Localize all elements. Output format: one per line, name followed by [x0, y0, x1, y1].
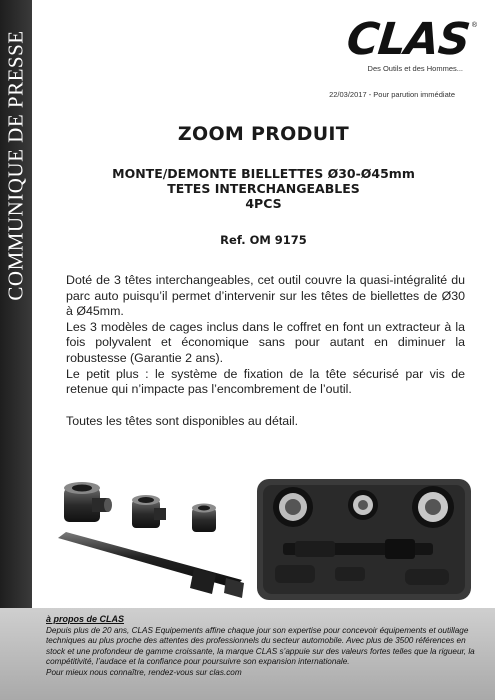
case-head-1	[273, 487, 313, 527]
body-paragraph: Les 3 modèles de cages inclus dans le coffret en font un extracteur à la fois polyvalent et économique sans pour autant en diminuer la robustesse (Garantie 2 ans).	[66, 319, 465, 365]
date-line: 22/03/2017 - Pour parution immédiate	[329, 90, 455, 99]
brand-logo	[299, 14, 477, 73]
footer-about	[0, 608, 495, 700]
case-head-3	[412, 486, 454, 528]
body-text	[66, 273, 465, 429]
footer-more: Pour mieux nous connaître, rendez-vous sur clas.com	[46, 667, 242, 677]
body-paragraph: Le petit plus : le système de fixation de la tête sécurisé par vis de retenue qui n’impacte pas l’encombrement de l’outil.	[66, 366, 465, 397]
extractor-shaft	[58, 532, 244, 598]
footer-title: à propos de CLAS	[46, 614, 125, 624]
registered-mark: ®	[471, 22, 477, 29]
extractor-head-small	[192, 504, 216, 533]
extractor-head-medium	[132, 495, 166, 528]
logo-wordmark: CLAS	[344, 14, 472, 65]
product-photo-case	[255, 477, 473, 602]
sidebar-label-wrap	[0, 0, 32, 330]
product-title-line: 4PCS	[245, 196, 282, 211]
product-title-line: TETES INTERCHANGEABLES	[167, 181, 360, 196]
case-head-2	[348, 490, 378, 520]
headline: ZOOM PRODUIT	[177, 123, 350, 145]
sidebar-label: COMMUNIQUE DE PRESSE	[3, 29, 28, 301]
product-title	[32, 166, 495, 211]
footer-text: Depuis plus de 20 ans, CLAS Equipements affine chaque jour son expertise pour concevoir équipements et outillage techniques au plus proche des attentes des professionnels du secteur automobile. Avec plus de 3500 références en stock et une profondeur de gamme croissante, la marque CLAS s’appuie sur des valeurs fortes telles que la rigueur, la compétitivité, l’audace et la confiance pour poursuivre son expansion internationale.	[46, 625, 475, 667]
body-paragraph: Doté de 3 têtes interchangeables, cet outil couvre la quasi-intégralité du parc auto puisqu’il permet d’intervenir sur les têtes de biellettes de Ø30 à Ø45mm.	[66, 273, 465, 319]
extractor-head-large	[64, 482, 112, 522]
brand-tagline: Des Outils et des Hommes...	[367, 64, 463, 73]
product-reference: Ref. OM 9175	[220, 233, 307, 247]
product-photo-parts	[44, 468, 249, 608]
product-title-line: MONTE/DEMONTE BIELLETTES Ø30-Ø45mm	[112, 166, 415, 181]
body-paragraph: Toutes les têtes sont disponibles au détail.	[66, 413, 299, 428]
